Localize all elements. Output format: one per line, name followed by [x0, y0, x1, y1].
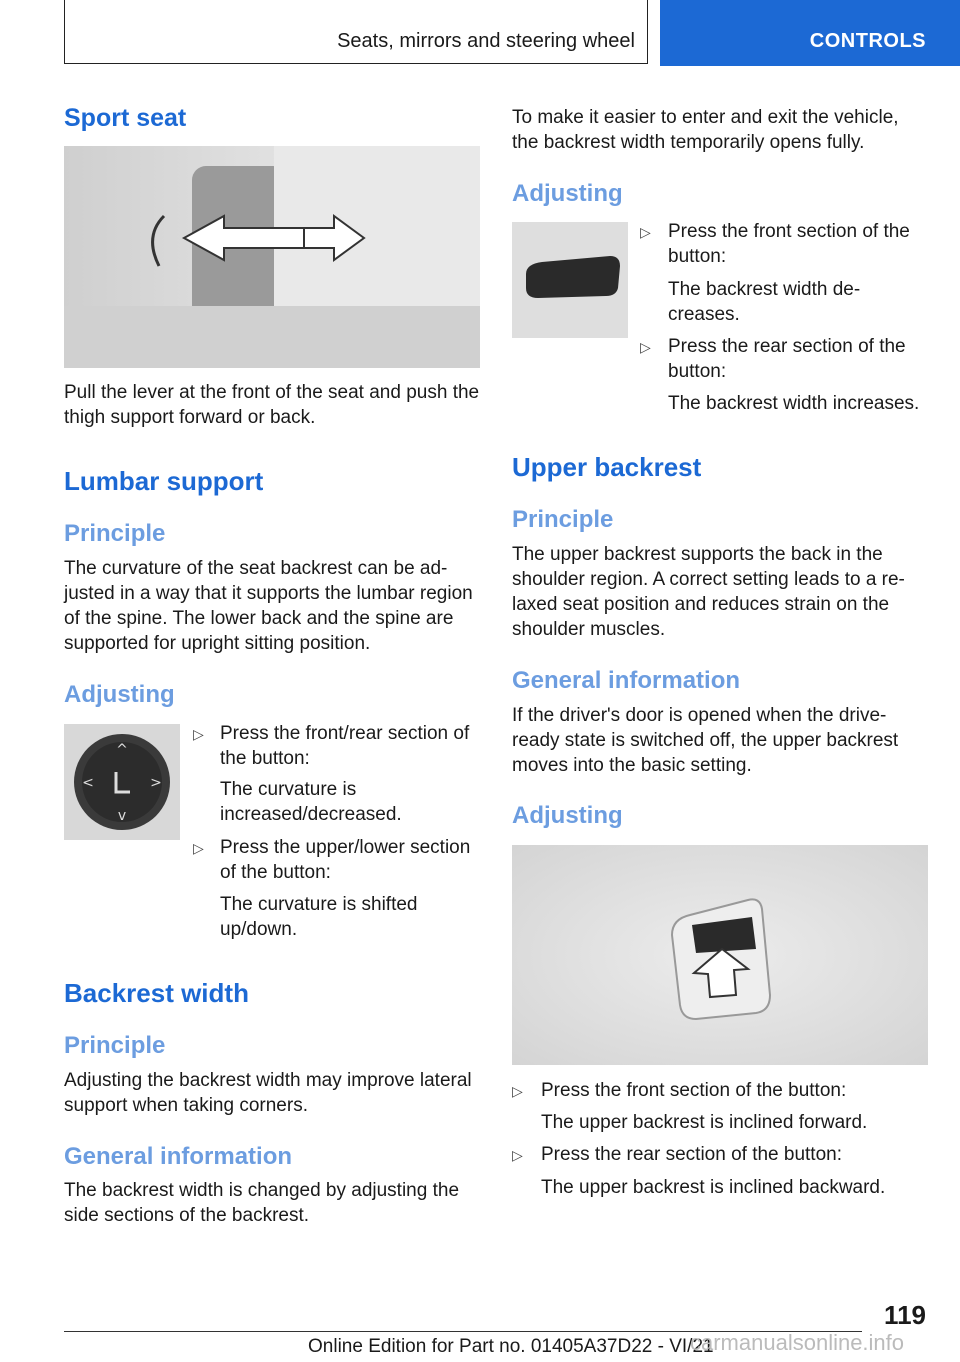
upper-backrest-heading: Upper backrest — [512, 452, 702, 482]
bullet-triangle-icon: ▷ — [512, 1083, 523, 1099]
lumbar-bullet-2: Press the upper/lower section of the button: — [220, 837, 471, 883]
backrest-bullet-2-result: The backrest width increases. — [668, 393, 920, 414]
upper-bullet-1: Press the front section of the button: — [541, 1080, 847, 1101]
lumbar-principle-text: The curvature of the seat backrest can be ad‐justed in a way that it supports the lumbar region of the spine. The lower back and the spine are supported for upright sitting position. — [64, 558, 473, 654]
sport-seat-image — [64, 146, 480, 368]
lumbar-adjusting-heading: Adjusting — [64, 681, 175, 708]
upper-backrest-button-icon — [512, 845, 928, 1065]
backrest-width-button-image — [512, 222, 628, 338]
lumbar-bullet-1: Press the front/rear section of the button: — [220, 723, 470, 769]
page-header — [0, 0, 960, 66]
upper-bullet-1-result: The upper backrest is inclined forward. — [541, 1112, 868, 1133]
backrest-width-general-heading: General information — [64, 1143, 293, 1170]
upper-principle-text: The upper backrest supports the back in the shoulder region. A correct setting leads to a re‐laxed seat position and reduces strain on the shoulder muscles. — [512, 544, 905, 640]
bullet-triangle-icon: ▷ — [193, 840, 204, 856]
upper-bullet-2: Press the rear section of the button: — [541, 1144, 843, 1165]
bullet-triangle-icon: ▷ — [512, 1147, 523, 1163]
thigh-support-arrow-icon — [64, 146, 480, 368]
lumbar-bullet-1-result: The curvature is increased/decreased. — [220, 779, 402, 825]
backrest-adjusting-heading: Adjusting — [512, 180, 623, 207]
upper-backrest-image — [512, 845, 928, 1065]
bullet-triangle-icon: ▷ — [640, 339, 651, 355]
lumbar-principle-heading: Principle — [64, 520, 166, 547]
lumbar-bullet-2-result: The curvature is shifted up/down. — [220, 894, 418, 940]
backrest-bullet-1-result: The backrest width de‐creases. — [668, 279, 861, 325]
edition-text: Online Edition for Part no. 01405A37D22 - VI/21 — [308, 1336, 714, 1357]
sport-seat-text: Pull the lever at the front of the seat and push the thigh support forward or back. — [64, 382, 480, 428]
bullet-triangle-icon: ▷ — [640, 224, 651, 240]
watermark: carmanualsonline.info — [690, 1330, 905, 1355]
controls-tab-label: CONTROLS — [809, 30, 926, 52]
backrest-width-heading: Backrest width — [64, 978, 249, 1008]
backrest-bullet-2: Press the rear section of the button: — [668, 336, 906, 382]
svg-text:<: < — [82, 775, 94, 791]
lumbar-button-image — [64, 724, 180, 840]
lumbar-button-icon — [64, 724, 180, 840]
backrest-intro-text: To make it easier to enter and exit the vehicle, the backrest width temporarily opens fully. — [512, 107, 899, 153]
section-title-box — [64, 0, 648, 64]
svg-text:v: v — [117, 808, 127, 824]
upper-general-heading: General information — [512, 667, 741, 694]
section-title: Seats, mirrors and steering wheel — [337, 30, 635, 52]
page-number: 119 — [884, 1300, 926, 1330]
upper-bullet-2-result: The upper backrest is inclined backward. — [541, 1177, 886, 1198]
upper-general-text: If the driver's door is opened when the drive‐ready state is switched off, the upper backrest moves into the basic setting. — [512, 705, 899, 776]
svg-text:^: ^ — [116, 742, 128, 758]
lumbar-heading: Lumbar support — [64, 466, 264, 496]
upper-adjusting-heading: Adjusting — [512, 802, 623, 829]
svg-text:>: > — [150, 775, 162, 791]
backrest-bullet-1: Press the front section of the button: — [668, 221, 910, 267]
backrest-width-principle-text: Adjusting the backrest width may improve lateral support when taking corners. — [64, 1070, 472, 1116]
controls-tab[interactable] — [660, 0, 960, 66]
bullet-triangle-icon: ▷ — [193, 726, 204, 742]
upper-principle-heading: Principle — [512, 506, 614, 533]
backrest-width-general-text: The backrest width is changed by adjusting the side sections of the backrest. — [64, 1180, 460, 1226]
sport-seat-heading: Sport seat — [64, 104, 187, 132]
backrest-width-button-icon — [512, 222, 628, 338]
backrest-width-principle-heading: Principle — [64, 1032, 166, 1059]
